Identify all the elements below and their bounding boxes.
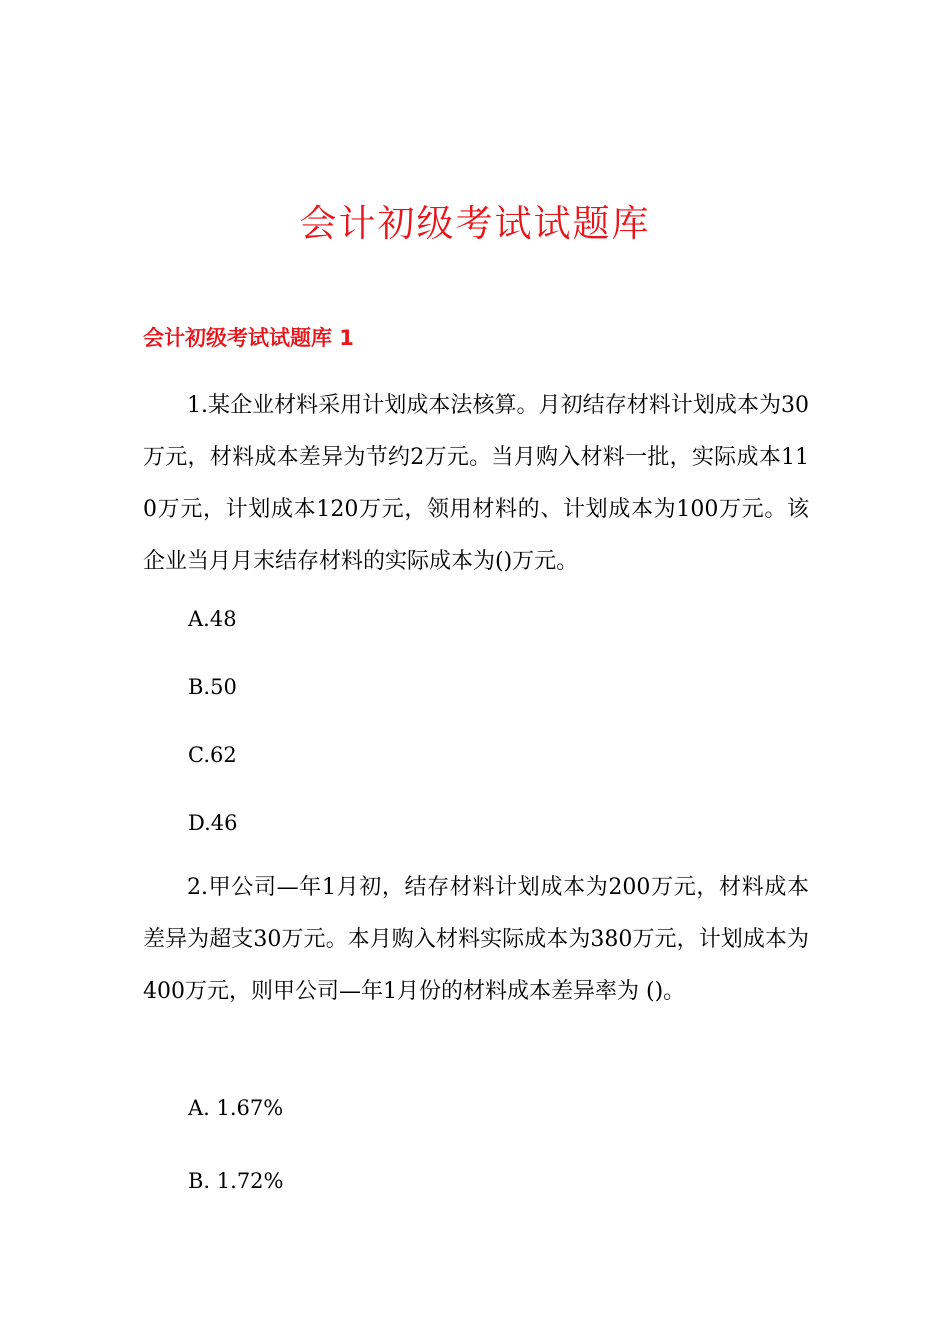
question-1-option-c: C.62 [188,743,237,767]
question-1-option-d: D.46 [188,811,238,835]
question-2-option-a: A. 1.67% [188,1096,284,1120]
question-1-option-b: B.50 [188,675,237,699]
question-2-text: 2.甲公司—年1月初，结存材料计划成本为200万元，材料成本差异为超支30万元。本月购入材料实际成本为380万元，计划成本为400万元，则甲公司—年1月份的材料成本差异率为 ()。 [143,875,809,1004]
question-1-option-a: A.48 [188,607,237,631]
section-heading: 会计初级考试试题库 1 [143,326,354,350]
document-title: 会计初级考试试题库 [299,202,651,245]
question-2-option-b: B. 1.72% [188,1169,284,1193]
question-1-text: 1.某企业材料采用计划成本法核算。月初结存材料计划成本为30万元，材料成本差异为节约2万元。当月购入材料一批，实际成本110万元，计划成本120万元，领用材料的、计划成本为100万元。该企业当月月末结存材料的实际成本为()万元。 [143,393,809,574]
